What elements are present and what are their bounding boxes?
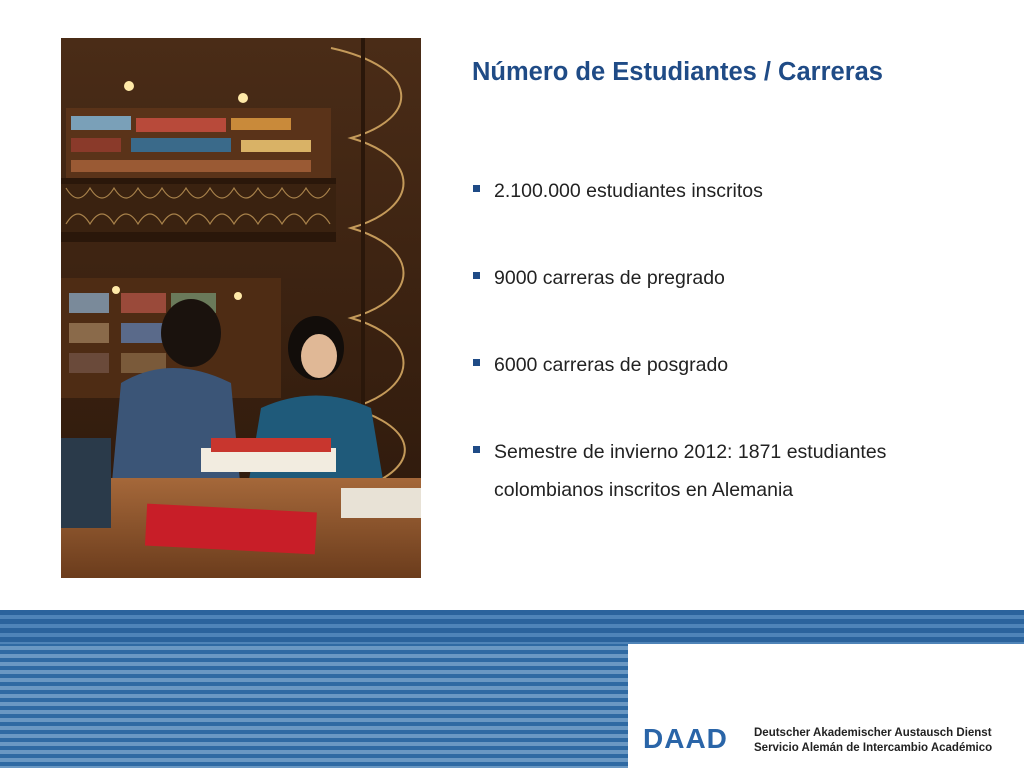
bullet-text: 9000 carreras de pregrado	[494, 267, 725, 289]
bullet-item	[472, 433, 972, 509]
org-name-spanish: Servicio Alemán de Intercambio Académico	[754, 742, 993, 754]
daad-org-name	[754, 726, 992, 756]
bullet-text: Semestre de invierno 2012: 1871 estudiantes colombianos inscritos en Alemania	[494, 441, 887, 501]
slide-title: Número de Estudiantes / Carreras	[472, 58, 883, 86]
bullet-marker-icon	[473, 359, 480, 366]
bullet-text: 6000 carreras de posgrado	[494, 354, 729, 376]
org-name-german: Deutscher Akademischer Austausch Dienst	[754, 727, 992, 739]
daad-logo: DAAD	[643, 723, 728, 754]
bullet-list	[472, 172, 972, 558]
library-photo	[61, 38, 421, 578]
library-photo-illustration	[61, 38, 421, 578]
bullet-item	[472, 346, 972, 384]
bullet-marker-icon	[473, 272, 480, 279]
footer-stripes-top-band	[0, 610, 1024, 644]
bullet-marker-icon	[473, 185, 480, 192]
bullet-item	[472, 259, 972, 297]
bullet-item	[472, 172, 972, 210]
bullet-marker-icon	[473, 446, 480, 453]
bullet-text: 2.100.000 estudiantes inscritos	[494, 180, 763, 202]
